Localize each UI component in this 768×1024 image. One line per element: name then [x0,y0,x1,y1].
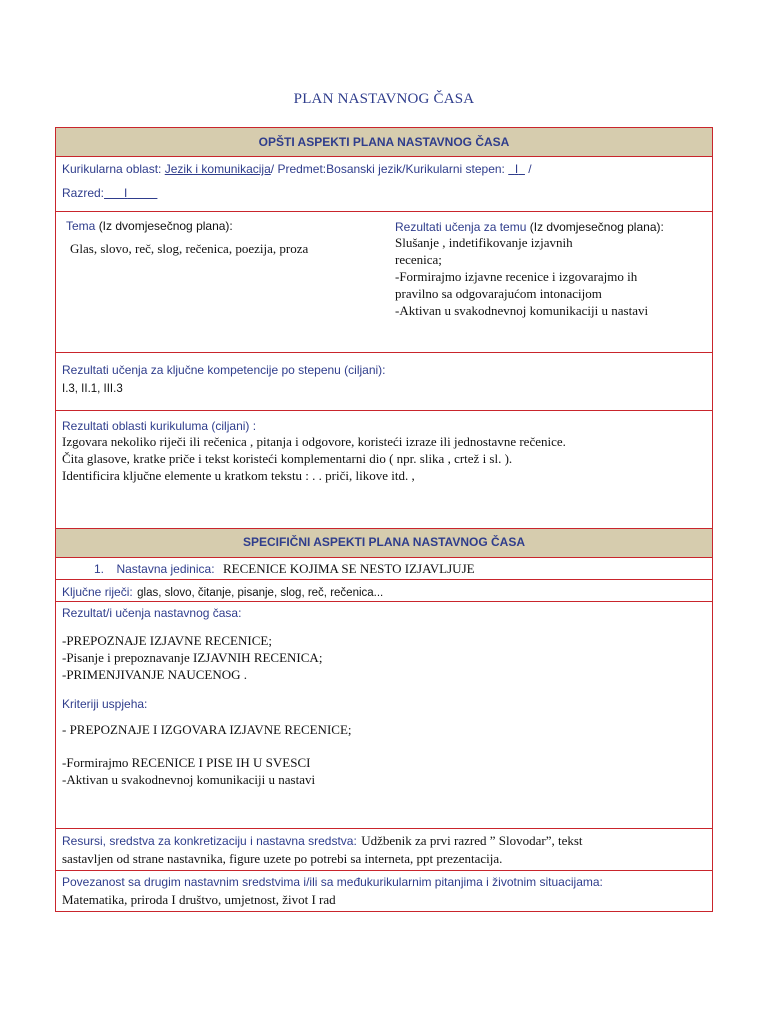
criteria-label: Kriteriji uspjeha: [62,697,148,711]
outcomes-cell [389,212,712,352]
level-value: I [514,162,519,176]
outcomes-line: -Aktivan u svakodnevnoj komunikaciji u nastavi [395,303,649,318]
subject-value: Bosanski jezik [326,162,403,176]
criteria-line: -Aktivan u svakodnevnoj komunikaciji u nastavi [62,772,316,787]
lesson-plan-table [55,127,713,912]
resources-label: Resursi, sredstva za konkretizaciju i nastavna sredstva: [62,834,357,848]
subject-label: / Predmet: [270,162,327,176]
general-aspects-header: OPŠTI ASPEKTI PLANA NASTAVNOG ČASA [55,127,713,157]
grade-label: Razred: [62,186,105,200]
criteria-line: - PREPOZNAJE I IZGOVARA IZJAVNE RECENICE; [62,722,352,737]
curriculum-row [55,411,713,529]
theme-note: (Iz dvomjesečnog plana): [98,219,233,233]
keywords-row [55,580,713,602]
unit-value: RECENICE KOJIMA SE NESTO IZJAVLJUJE [222,561,475,576]
keywords-label: Ključne riječi: [62,585,133,599]
lesson-outcomes-label: Rezultat/i učenja nastavnog časa: [62,606,242,620]
resources-row [55,829,713,871]
outcomes-line: Slušanje , indetifikovanje izjavnih [395,235,573,250]
unit-number: 1. [94,562,105,576]
competence-row [55,353,713,411]
criteria-line: -Formirajmo RECENICE I PISE IH U SVESCI [62,755,311,770]
outcomes-note: (Iz dvomjesečnog plana): [529,220,664,234]
lesson-outcome-line: -Pisanje i prepoznavanje IZJAVNIH RECENICA; [62,650,323,665]
grade-value: I [124,186,128,200]
competence-value: I.3, II.1, III.3 [62,383,123,395]
resources-value: Udžbenik za prvi razred ” Slovodar”, tekst [361,833,583,848]
resources-value-cont: sastavljen od strane nastavnika, figure uzete po potrebi sa interneta, ppt prezentacija. [62,851,503,866]
outcomes-label: Rezultati učenja za temu [395,220,527,234]
keywords-value: glas, slovo, čitanje, pisanje, slog, reč, rečenica... [137,587,384,599]
theme-value: Glas, slovo, reč, slog, rečenica, poezija, proza [70,241,309,256]
curriculum-label: Rezultati oblasti kurikuluma (ciljani) : [62,419,257,433]
lesson-outcome-line: -PREPOZNAJE IZJAVNE RECENICE; [62,633,272,648]
outcomes-line: recenica; [395,252,442,267]
specific-aspects-header: SPECIFIČNI ASPEKTI PLANA NASTAVNOG ČASA [55,529,713,558]
lesson-outcomes-row [55,602,713,829]
outcomes-line: pravilno sa odgovarajućom intonacijom [395,286,602,301]
outcomes-line: -Formirajmo izjavne recenice i izgovarajmo ih [395,269,638,284]
area-label: Kurikularna oblast: [62,162,162,176]
page-title: PLAN NASTAVNOG ČASA [293,91,475,107]
links-row [55,871,713,912]
lesson-outcome-line: -PRIMENJIVANJE NAUCENOG . [62,667,248,682]
curricular-area-row [55,157,713,212]
competence-label: Rezultati učenja za ključne kompetencije po stepenu (ciljani): [62,363,386,377]
theme-cell [56,212,389,352]
level-label: /Kurikularni stepen: [402,162,505,176]
curriculum-line: Identificira ključne elemente u kratkom tekstu : . . priči, likove itd. , [62,468,415,483]
unit-row [55,558,713,580]
links-value: Matematika, priroda I društvo, umjetnost, život I rad [62,892,336,907]
level-end: / [528,162,532,176]
theme-label: Tema [66,219,96,233]
area-value: Jezik i komunikacija [164,162,271,176]
links-label: Povezanost sa drugim nastavnim sredstvima i/ili sa međukurikularnim pitanjima i životnim situacijama: [62,875,603,889]
unit-label: Nastavna jedinica: [116,562,215,576]
curriculum-line: Čita glasove, kratke priče i tekst koristeći komplementarni dio ( npr. slika , crtež i sl. ). [62,451,513,466]
curriculum-line: Izgovara nekoliko riječi ili rečenica , pitanja i odgovore, koristeći izraze ili jednostavne rečenice. [62,434,566,449]
theme-row [55,212,713,353]
